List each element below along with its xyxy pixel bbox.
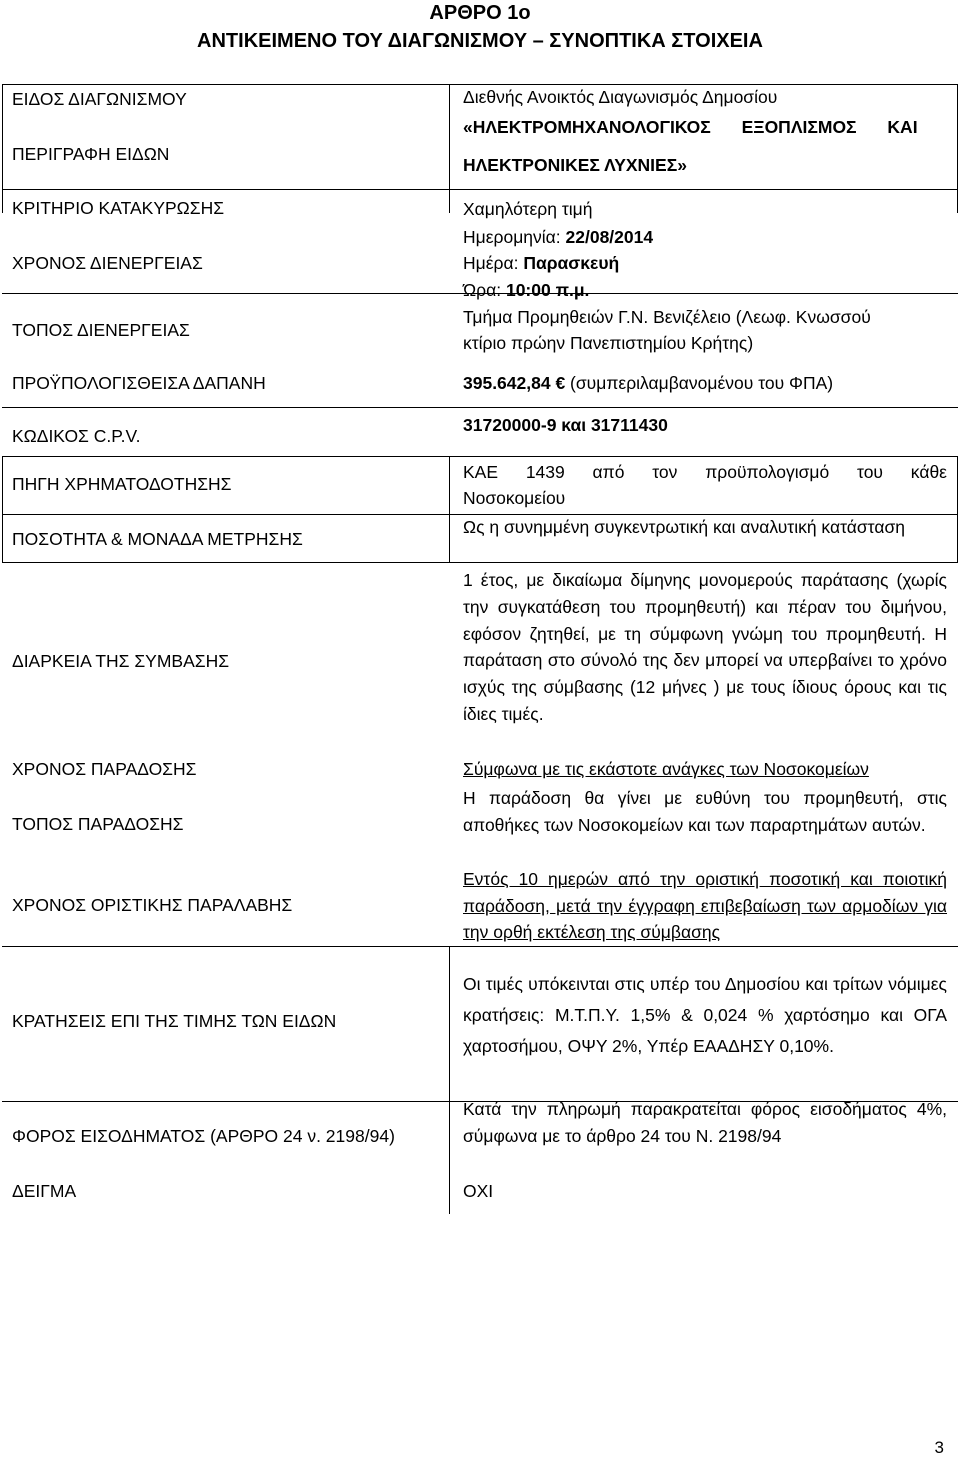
label-topos-paradosis: ΤΟΠΟΣ ΠΑΡΑΔΟΣΗΣ [12,814,184,834]
value-xronos-paradosis: Σύμφωνα με τις εκάστοτε ανάγκες των Νοσοκομείων [463,759,869,779]
label-kritirio: ΚΡΙΤΗΡΙΟ ΚΑΤΑΚΥΡΩΣΗΣ [12,198,225,218]
table-right-border [957,84,958,213]
value-foros: Κατά την πληρωμή παρακρατείται φόρος εισοδήματος 4%, σύμφωνα με το άρθρο 24 του Ν. 2198/94 [463,1099,947,1146]
value-diarkeia: 1 έτος, με δικαίωμα δίμηνης μονομερούς παράτασης (χωρίς την συγκατάθεση του προμηθευτή) και πέραν του διμήνου, εφόσον ζητηθεί, με τη σύμφωνη γνώμη του προμηθευτή. Η παράταση στο σύνολό της δεν μπορεί να υπερβαίνει το χρόνο ισχύς της σύμβασης (12 μήνες ) με τους ίδιους όρους και τις ίδιες τιμές. [463,570,947,724]
perigrafi-text-line1: «ΗΛΕΚΤΡΟΜΗΧΑΝΟΛΟΓΙΚΟΣ ΕΞΟΠΛΙΣΜΟΣ ΚΑΙ [463,117,918,137]
value-xronos-oristikis: Εντός 10 ημερών από την οριστική ποσοτική και ποιοτική παράδοση, μετά την έγγραφη επιβεβαίωση των αρμοδίων για την ορθή εκτέλεση της σύμβασης [463,869,947,942]
label-xronos-dienergeias: ΧΡΟΝΟΣ ΔΙΕΝΕΡΓΕΙΑΣ [12,253,203,273]
label-perigrafi: ΠΕΡΙΓΡΑΦΗ ΕΙΔΩΝ [12,144,170,164]
row-divider [2,189,958,190]
time-value: 10:00 π.μ. [505,280,590,300]
label-xronos-oristikis: ΧΡΟΝΟΣ ΟΡΙΣΤΙΚΗΣ ΠΑΡΑΛΑΒΗΣ [12,895,293,915]
label-foros: ΦΟΡΟΣ ΕΙΣΟΔΗΜΑΤΟΣ (ΑΡΘΡΟ 24 ν. 2198/94) [12,1126,395,1146]
value-kritirio: Χαμηλότερη τιμή [463,199,593,219]
value-pigi: ΚΑΕ 1439 από τον προϋπολογισμό του κάθε Νοσοκομείου [463,462,947,508]
value-deigma: ΟΧΙ [463,1181,494,1201]
value-topos-line1: Τμήμα Προμηθειών Γ.Ν. Βενιζέλειο (Λεωφ. Κνωσσού [463,307,871,327]
article-subtitle: ΑΝΤΙΚΕΙΜΕΝΟ ΤΟΥ ΔΙΑΓΩΝΙΣΜΟΥ – ΣΥΝΟΠΤΙΚΑ ΣΤΟΙΧΕΙΑ [197,30,763,52]
label-cpv: ΚΩΔΙΚΟΣ C.P.V. [12,426,141,446]
value-cpv: 31720000-9 και 31711430 [463,415,668,435]
row-divider [2,407,958,408]
value-amount [463,370,947,397]
value-kratiseis: Οι τιμές υπόκεινται στις υπέρ του Δημοσίου και τρίτων νόμιμες κρατήσεις: Μ.Τ.Π.Υ. 1,5% & 0,024 % χαρτόσημο και ΟΓΑ χαρτοσήμου, ΟΨΥ 2%, Υπέρ ΕΑΑΔΗΣΥ 0,10%. [463,974,947,1056]
label-topos-dienergeias: ΤΟΠΟΣ ΔΙΕΝΕΡΓΕΙΑΣ [12,320,190,340]
label-deigma: ΔΕΙΓΜΑ [12,1181,77,1201]
value-time [463,277,947,304]
value-eidos: Διεθνής Ανοικτός Διαγωνισμός Δημοσίου [463,87,778,107]
value-perigrafi-line2: ΗΛΕΚΤΡΟΝΙΚΕΣ ΛΥΧΝΙΕΣ» [463,155,687,175]
time-label: Ώρα: [463,280,506,300]
day-label: Ημέρα: [463,253,524,273]
column-divider [449,946,450,1214]
value-perigrafi-line1 [463,114,947,141]
page-number: 3 [934,1438,944,1457]
day-value: Παρασκευή [523,253,620,273]
table-right-border [957,456,958,562]
article-title: ΑΡΘΡΟ 1ο [429,2,531,24]
label-pigi: ΠΗΓΗ ΧΡΗΜΑΤΟΔΟΤΗΣΗΣ [12,474,232,494]
column-divider [449,456,450,562]
label-kratiseis: ΚΡΑΤΗΣΕΙΣ ΕΠΙ ΤΗΣ ΤΙΜΗΣ ΤΩΝ ΕΙΔΩΝ [12,1011,337,1031]
row-divider [2,562,958,563]
value-topos-line2: κτίριο πρώην Πανεπιστημίου Κρήτης) [463,333,754,353]
value-topos-paradosis: Η παράδοση θα γίνει με ευθύνη του προμηθευτή, στις αποθήκες των Νοσοκομείων και των παραρτημάτων αυτών. [463,788,947,835]
row-divider [2,456,958,457]
value-posotita: Ως η συνημμένη συγκεντρωτική και αναλυτική κατάσταση [463,517,905,537]
value-day [463,250,947,277]
label-xronos-paradosis: ΧΡΟΝΟΣ ΠΑΡΑΔΟΣΗΣ [12,759,197,779]
column-divider [449,84,450,213]
label-posotita: ΠΟΣΟΤΗΤΑ & ΜΟΝΑΔΑ ΜΕΤΡΗΣΗΣ [12,529,303,549]
label-diarkeia: ΔΙΑΡΚΕΙΑ ΤΗΣ ΣΥΜΒΑΣΗΣ [12,651,230,671]
table-left-border [2,84,3,213]
date-value: 22/08/2014 [565,227,654,247]
table-left-border [2,456,3,562]
label-proypologismos: ΠΡΟΫΠΟΛΟΓΙΣΘΕΙΣΑ ΔΑΠΑΝΗ [12,373,266,393]
label-eidos: ΕΙΔΟΣ ΔΙΑΓΩΝΙΣΜΟΥ [12,89,187,109]
value-date [463,224,947,251]
amount-value: 395.642,84 € [463,373,566,393]
row-divider [2,946,958,947]
amount-note: (συμπεριλαμβανομένου του ΦΠΑ) [565,373,834,393]
date-label: Ημερομηνία: [463,227,566,247]
